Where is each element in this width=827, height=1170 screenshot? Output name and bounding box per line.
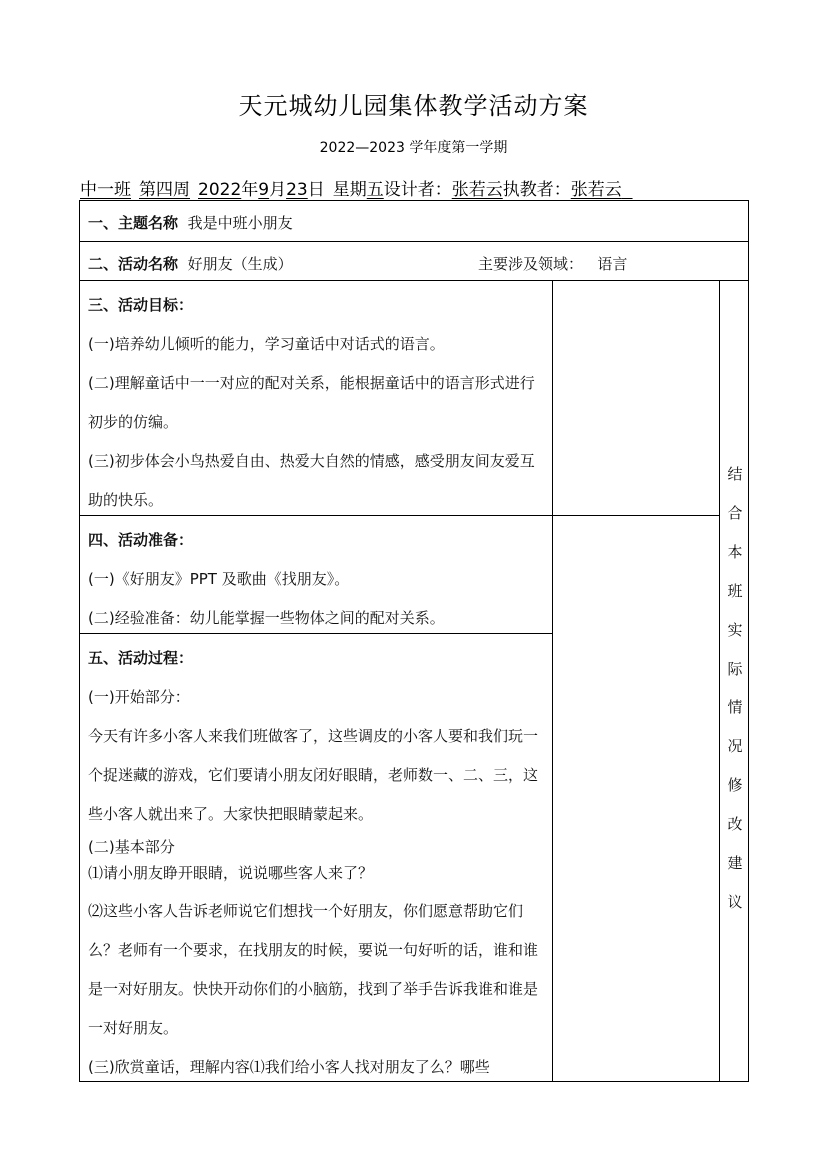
start-heading: (一)开始部分：: [88, 688, 190, 706]
activity-row: [88, 253, 293, 274]
domain-value: 语言: [597, 255, 628, 273]
basic-item-2: ⑵这些小客人告诉老师说它们想找一个好朋友，你们愿意帮助它们么？老师有一个要求，在找朋友的时候，要说一句好听的话，谁和谁是一对好朋友。快快开动你们的小脑筋，找到了举手告诉我谁和谁是一对好朋友。: [88, 902, 539, 1037]
appreciate-line: (三)欣赏童话，理解内容⑴我们给小客人找对朋友了么？哪些: [88, 1058, 490, 1076]
prep-section: [88, 521, 548, 638]
activity-label: 二、活动名称: [88, 255, 179, 273]
domain-label: 主要涉及领域：: [478, 255, 584, 273]
info-line: [80, 175, 633, 200]
side-note-char: 况: [727, 737, 743, 756]
side-note-char: 本: [727, 542, 743, 561]
basic-heading: (二)基本部分: [88, 838, 175, 856]
document-title: 天元城幼儿园集体教学活动方案: [238, 92, 589, 120]
designer: 张若云: [451, 180, 503, 200]
month: 9: [258, 180, 270, 200]
goal-item: (三)初步体会小鸟热爱自由、热爱大自然的情感，感受朋友间友爱互助的快乐。: [88, 452, 535, 509]
class-name: 中一班: [80, 180, 131, 200]
theme-label: 一、主题名称: [88, 214, 179, 232]
lesson-plan-table: [79, 200, 749, 1082]
goal-item: (一)培养幼儿倾听的能力，学习童话中对话式的语言。: [88, 335, 445, 353]
side-note-char: 议: [727, 892, 743, 911]
weekday: 五: [366, 180, 384, 200]
goals-heading: 三、活动目标：: [88, 296, 194, 314]
year-unit: 年: [241, 180, 259, 200]
activity-value: 好朋友（生成）: [187, 255, 293, 273]
weekday-label: 星期: [332, 180, 367, 200]
theme-value: 我是中班小朋友: [187, 214, 293, 232]
row-divider: [80, 241, 748, 242]
side-note: [721, 455, 749, 922]
side-note-char: 班: [727, 581, 743, 600]
side-note-char: 际: [727, 659, 743, 678]
theme-row: [88, 212, 293, 233]
process-heading: 五、活动过程：: [88, 649, 194, 667]
designer-label: 设计者：: [383, 180, 452, 200]
side-note-char: 合: [727, 503, 743, 522]
goals-section: [88, 286, 548, 520]
basic-item-1: ⑴请小朋友睁开眼睛，说说哪些客人来了？: [88, 864, 374, 882]
week: 第四周: [139, 180, 190, 200]
start-text: 今天有许多小客人来我们班做客了，这些调皮的小客人要和我们玩一个捉迷藏的游戏，它们要请小朋友闭好眼睛，老师数一、二、三，这些小客人就出来了。大家快把眼睛蒙起来。: [88, 727, 539, 823]
side-note-char: 修: [727, 776, 743, 795]
prep-item: (二)经验准备：幼儿能掌握一些物体之间的配对关系。: [88, 609, 445, 627]
domain-field: [478, 253, 627, 274]
row-divider: [80, 280, 748, 281]
side-note-char: 结: [727, 465, 743, 483]
day: 23: [286, 180, 308, 200]
side-note-char: 建: [727, 854, 743, 873]
side-note-char: 改: [727, 815, 743, 834]
teacher: 张若云: [570, 180, 622, 200]
column-divider: [719, 280, 720, 1081]
year: 2022: [198, 180, 242, 200]
prep-heading: 四、活动准备：: [88, 531, 194, 549]
day-unit: 日: [307, 180, 325, 200]
month-unit: 月: [269, 180, 287, 200]
column-divider: [552, 280, 553, 1081]
goal-item: (二)理解童话中一一对应的配对关系，能根据童话中的语言形式进行初步的仿编。: [88, 374, 535, 431]
teacher-label: 执教者：: [502, 180, 571, 200]
side-note-char: 情: [727, 698, 743, 717]
term-line: 2022—2023 学年度第一学期: [319, 140, 508, 156]
process-section: [88, 639, 548, 1087]
side-note-char: 实: [727, 620, 743, 639]
prep-item: (一)《好朋友》PPT 及歌曲《找朋友》。: [88, 570, 350, 588]
